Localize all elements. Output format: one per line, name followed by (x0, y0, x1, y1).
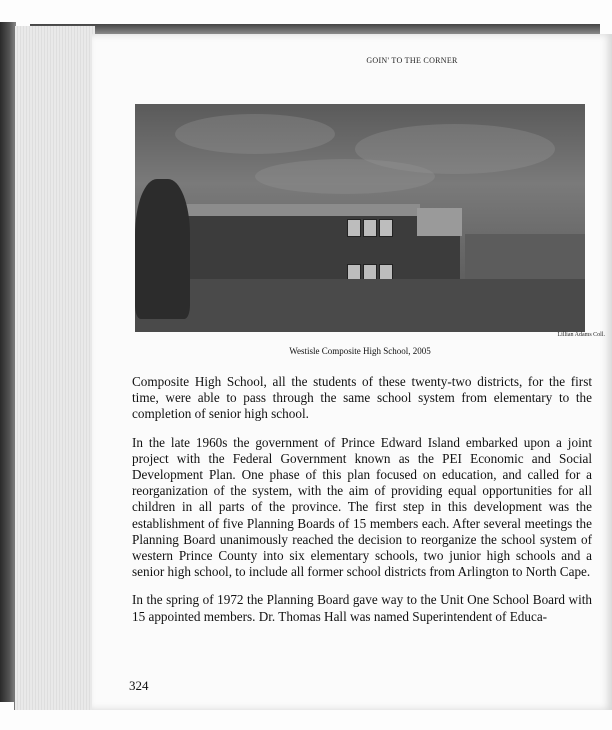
paragraph: Composite High School, all the students of these twenty-two districts, for the first time, were able to pass through the same school system from elementary to the completion of senior high school. (132, 374, 592, 422)
page-number: 324 (129, 678, 149, 693)
school-photo (135, 104, 585, 332)
page-stack (14, 26, 95, 710)
photo-credit: Lillian Adams Coll. (557, 332, 605, 338)
paragraph: In the late 1960s the government of Prince Edward Island embarked upon a joint project with the Federal Government known as the PEI Economic and Social Development Plan. One phase of this plan focused on education, and called for a reorganization of the system, with the aim of providing equal opportunities for all children in all parts of the province. The first step in this development was the establishment of five Planning Boards of 15 members each. After several meetings the Planning Board unanimously reached the decision to reorganize the school system of western Prince County into six elementary schools, two junior high schools and a senior high school, to include all former school districts from Arlington to North Cape. (132, 434, 592, 580)
body-text (132, 374, 592, 637)
paragraph: In the spring of 1972 the Planning Board gave way to the Unit One School Board with 15 appointed members. Dr. Thomas Hall was named Superintendent of Educa- (132, 592, 592, 624)
book-page (92, 34, 612, 710)
photo-caption: Westisle Composite High School, 2005 (289, 346, 431, 356)
running-head: GOIN' TO THE CORNER (366, 56, 458, 65)
